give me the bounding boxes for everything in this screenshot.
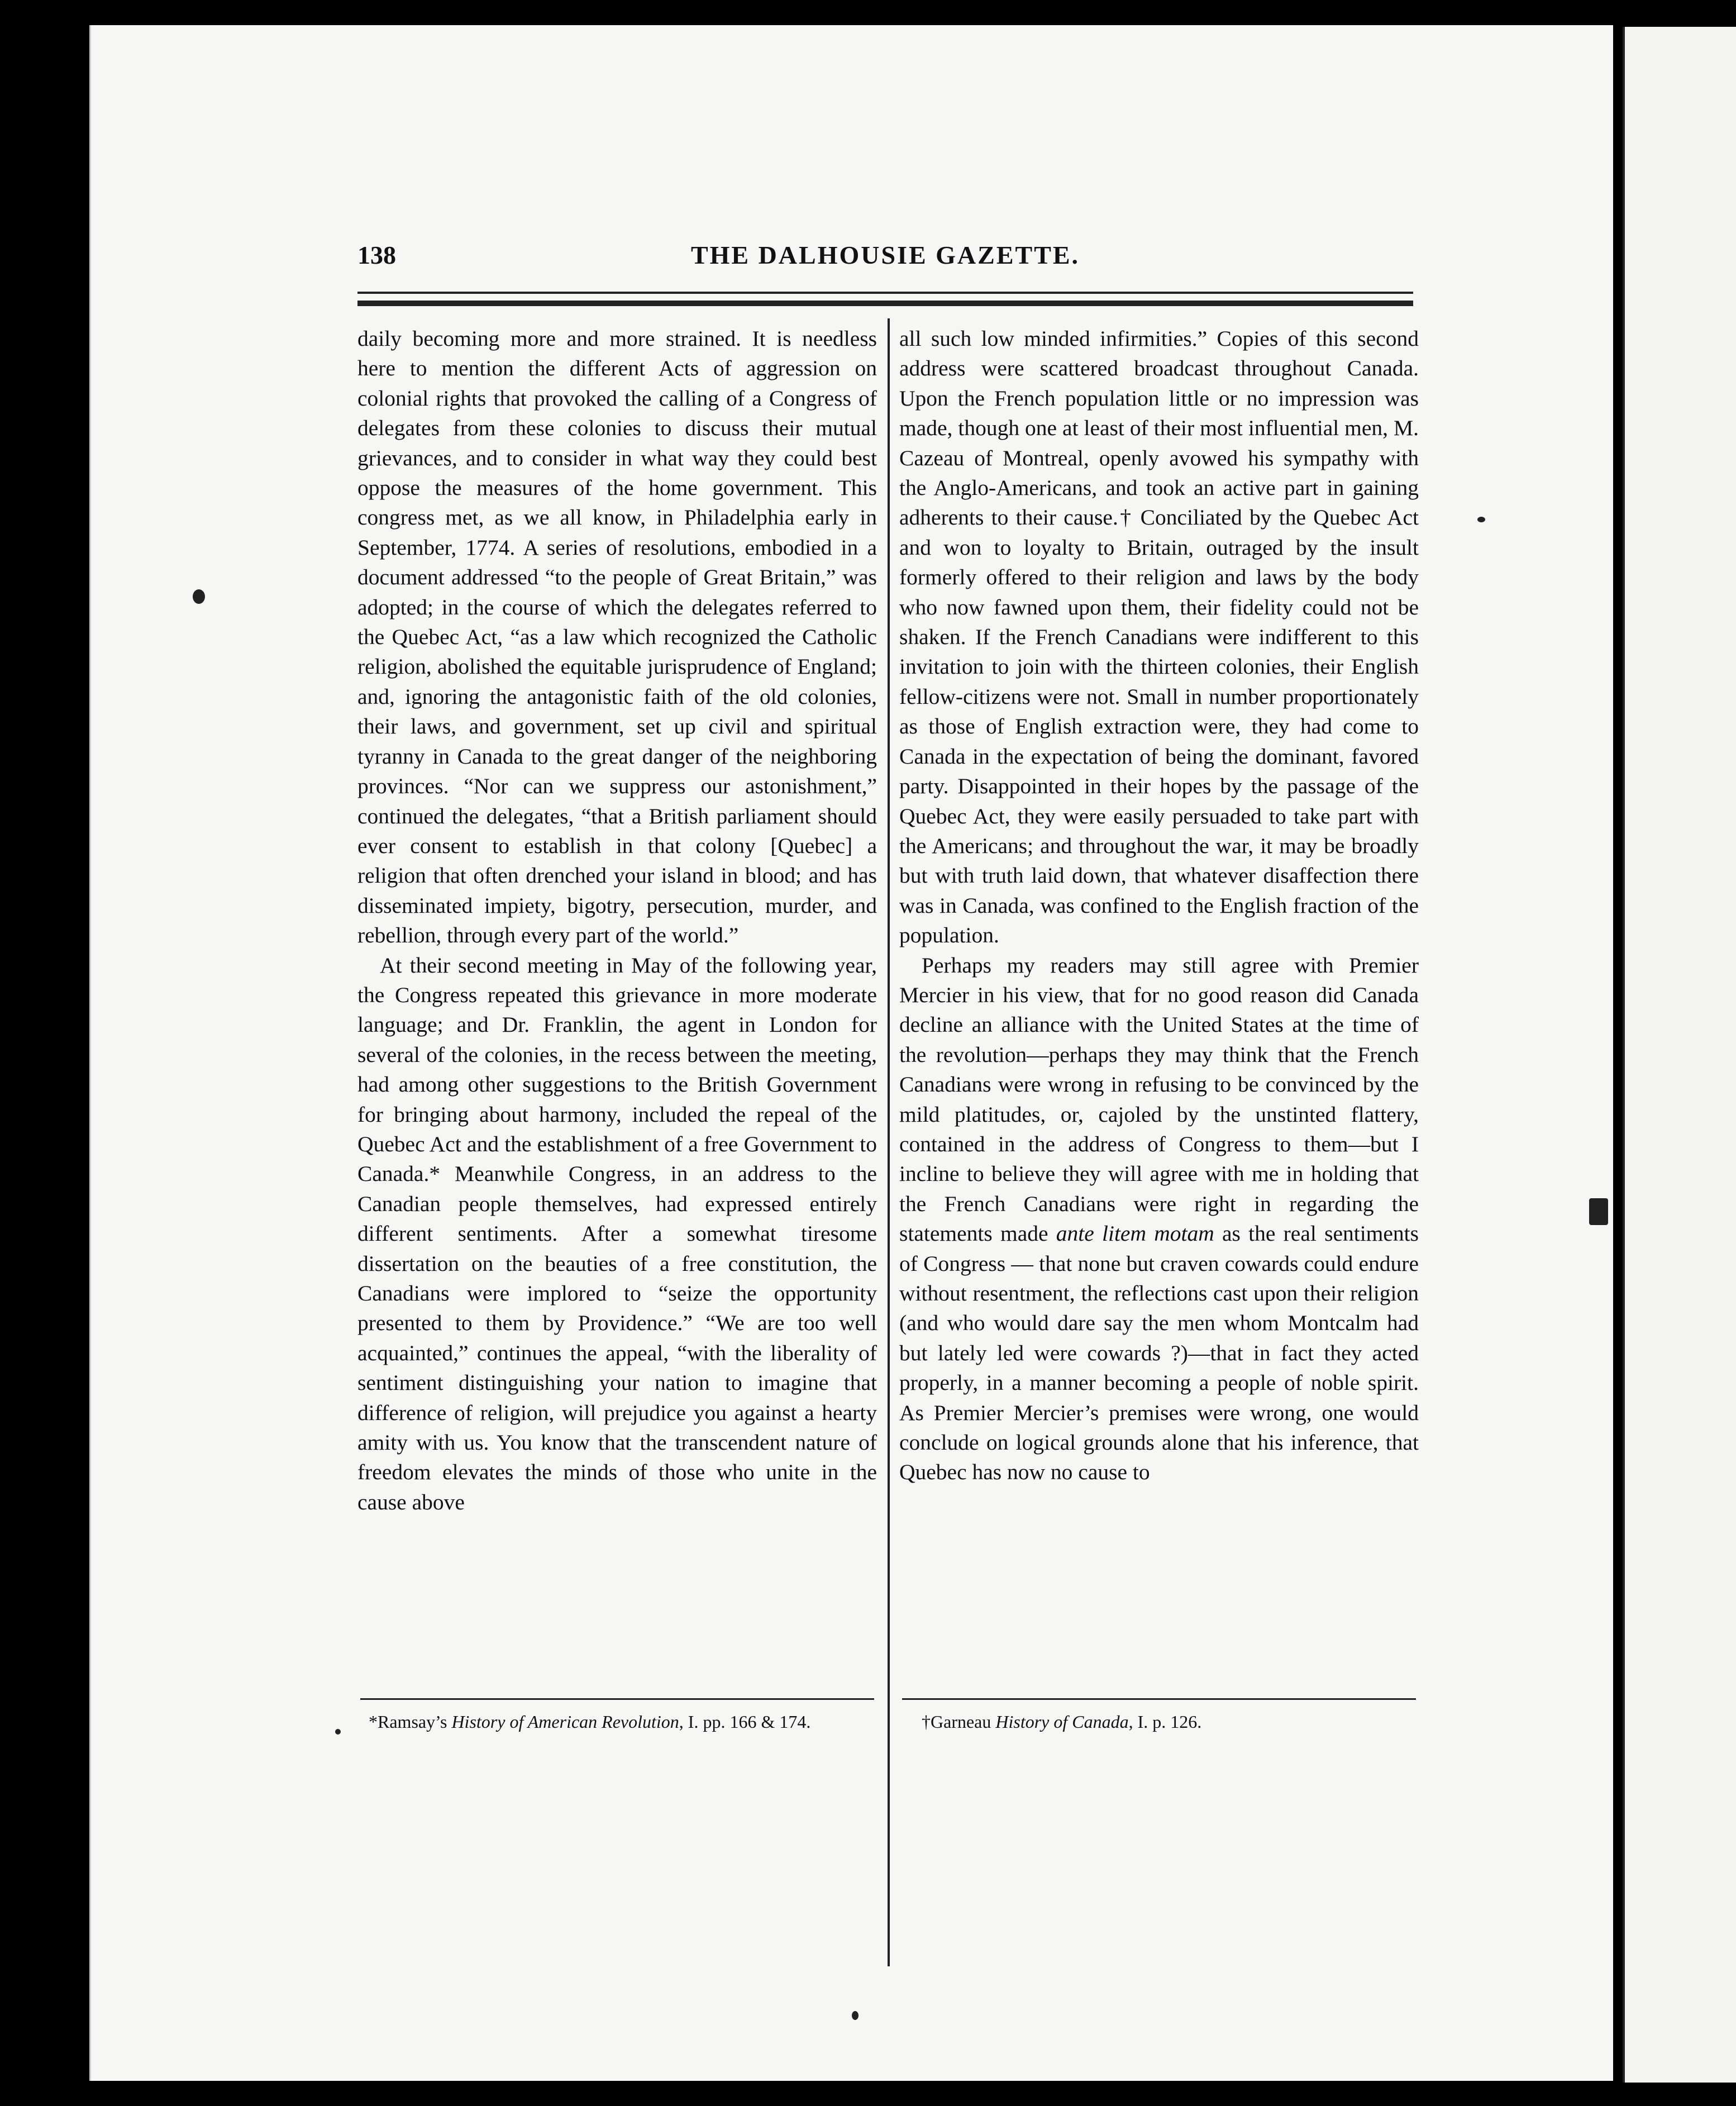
scan-speck <box>335 1729 341 1735</box>
publication-title: THE DALHOUSIE GAZETTE. <box>690 241 1080 269</box>
column-divider <box>888 318 890 1966</box>
paragraph: daily becoming more and more strained. It is needless here to mention the different Acts of aggression on colonial rights that provoked the calling of a Congress of delegates from these colonies to discuss their mutual grievances, and to consider in what way they could best oppose the measures of the home government. This congress met, as we all know, in Philadelphia early in September, 1774. A series of resolutions, embodied in a document addressed “to the people of Great Britain,” was adopted; in the course of which the delegates referred to the Quebec Act, “as a law which recognized the Catholic religion, abolished the equitable jurisprudence of England; and, ignoring the antagonistic faith of the old colonies, their laws, and government, set up civil and spiritual tyranny in Canada to the great danger of the neighboring provinces. “Nor can we suppress our astonishment,” continued the delegates, “that a British parliament should ever consent to establish in that colony [Quebec] a religion that often drenched your island in blood; and has disseminated impiety, bigotry, persecution, murder, and rebellion, through every part of the world.” <box>357 326 877 948</box>
footnote-title: History of Canada <box>995 1712 1129 1732</box>
footnote-rule <box>902 1698 1416 1700</box>
paragraph-text: as the real sentiments of Congress — that none but craven cowards could endure without resentment, the reflections cast upon their religion (and who would dare say the men whom Montcalm had but lately led were cowards ?)—that in fact they acted properly, in a manner becoming a people of noble spirit. As Premier Mercier’s premises were wrong, one would conclude on logical grounds alone that his inference, that Quebec has now no cause to <box>899 1221 1419 1485</box>
paragraph <box>899 951 1419 1488</box>
adjacent-page-edge <box>1623 27 1736 2083</box>
footnote-author: *Ramsay’s <box>369 1712 447 1732</box>
paragraph: all such low minded infirmities.” Copies of this second address were scattered broadcast throughout Canada. Upon the French population little or no impression was made, though one at least of their most influential men, M. Cazeau of Montreal, openly avowed his sympathy with the Anglo-Americans, and took an active part in gaining adherents to their cause.† Conciliated by the Quebec Act and won to loyalty to Britain, outraged by the insult formerly offered to their religion and laws by the body who now fawned upon them, their fidelity could not be shaken. If the French Canadians were indifferent to this invitation to join with the thirteen colonies, their English fellow-citizens were not. Small in number proportionately as those of English extraction were, they had come to Canada in the expectation of being the dominant, favored party. Disappointed in their hopes by the passage of the Quebec Act, they were easily persuaded to take part with the Americans; and throughout the war, it may be broadly but with truth laid down, that whatever disaffection there was in Canada, was confined to the English fraction of the population. <box>899 326 1419 948</box>
footnote-rule <box>360 1698 874 1700</box>
scan-speck <box>852 2011 859 2020</box>
footnote-ramsay <box>369 1709 883 1734</box>
footnote-author: †Garneau <box>922 1712 991 1732</box>
scan-speck <box>1589 1198 1608 1225</box>
footnote-garneau <box>922 1709 1413 1734</box>
scan-speck <box>1477 517 1485 522</box>
page-gutter <box>1613 25 1623 2081</box>
footnote-ref: , I. p. 126. <box>1128 1712 1202 1732</box>
page-number: 138 <box>357 241 396 269</box>
latin-phrase: ante litem motam <box>1056 1221 1214 1246</box>
footnote-title: History of American Revolution <box>451 1712 679 1732</box>
scan-background <box>0 0 89 2106</box>
paragraph-text: Perhaps my readers may still agree with Premier Mercier in his view, that for no good reason did Canada decline an alliance with the United States at the time of the revolution—perhaps they may think that the French Canadians were wrong in refusing to be convinced by the mild platitudes, or, cajoled by the unstinted flattery, contained in the address of Congress to them—but I incline to believe they will agree with me in holding that the French Canadians were right in regarding the statements made <box>899 952 1419 1246</box>
left-column <box>357 324 877 1517</box>
header-rule-thick <box>357 301 1413 306</box>
right-column <box>899 324 1419 1488</box>
footnote-ref: , I. pp. 166 & 174. <box>679 1712 811 1732</box>
header-rule-thin <box>357 292 1413 294</box>
paragraph: At their second meeting in May of the following year, the Congress repeated this grievance in more moderate language; and Dr. Franklin, the agent in London for several of the colonies, in the recess between the meeting, had among other suggestions to the British Government for bringing about harmony, included the repeal of the Quebec Act and the establishment of a free Government to Canada.* Meanwhile Congress, in an address to the Canadian people themselves, had expressed entirely different sentiments. After a somewhat tiresome dissertation on the beauties of a free constitution, the Canadians were implored to “seize the opportunity presented to them by Providence.” “We are too well acquainted,” continues the appeal, “with the liberality of sentiment distinguishing your nation to imagine that difference of religion, will prejudice you against a hearty amity with us. You know that the transcendent nature of freedom elevates the minds of those who unite in the cause above <box>357 952 877 1514</box>
scan-speck <box>193 589 205 604</box>
